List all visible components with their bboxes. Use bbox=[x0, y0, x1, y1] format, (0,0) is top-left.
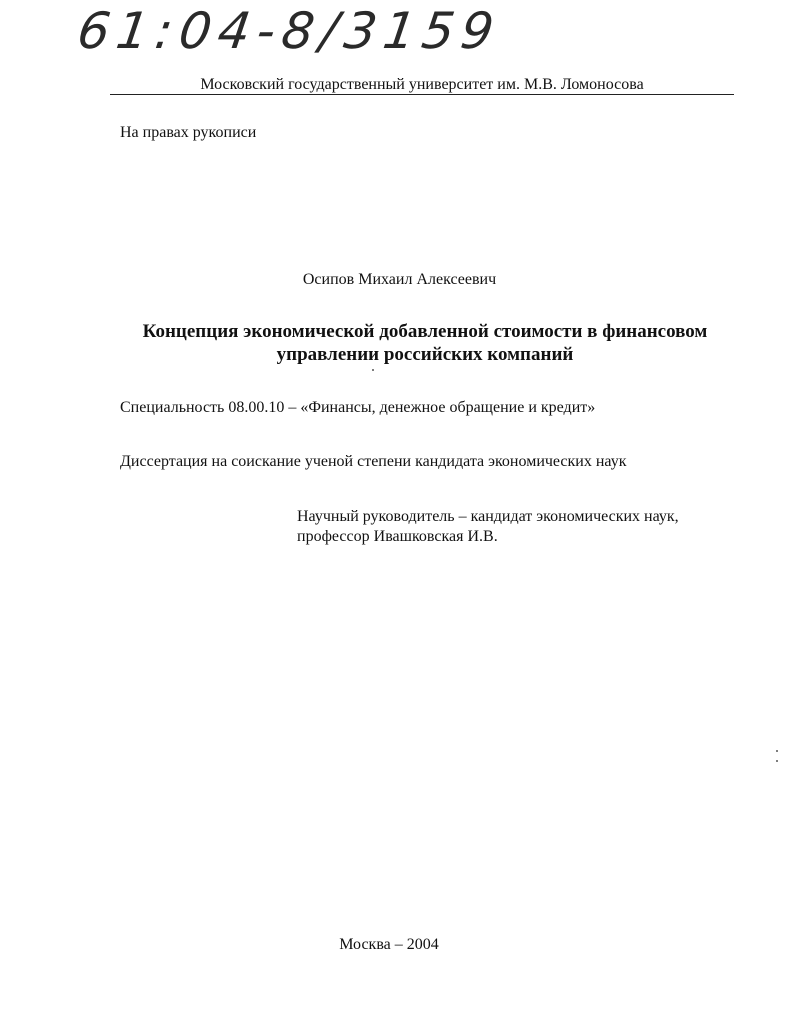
thesis-title bbox=[100, 320, 750, 366]
handwritten-archive-number: 61:04-8/3159 bbox=[73, 2, 505, 60]
thesis-title-line-2: управлении российских компаний bbox=[276, 344, 574, 365]
supervisor-line-2: профессор Ивашковская И.В. bbox=[297, 528, 498, 545]
supervisor-block bbox=[297, 507, 679, 547]
supervisor-line-1: Научный руководитель – кандидат экономических наук, bbox=[297, 508, 679, 525]
scan-speck bbox=[776, 760, 778, 762]
scan-speck bbox=[776, 750, 778, 752]
manuscript-note: На правах рукописи bbox=[120, 124, 257, 141]
author-name: Осипов Михаил Алексеевич bbox=[302, 271, 497, 288]
dissertation-line: Диссертация на соискание ученой степени кандидата экономических наук bbox=[120, 453, 627, 470]
scan-speck bbox=[372, 369, 374, 371]
city-year: Москва – 2004 bbox=[339, 936, 439, 953]
thesis-title-line-1: Концепция экономической добавленной стоимости в финансовом bbox=[142, 321, 708, 342]
university-header: Московский государственный университет им. М.В. Ломоносова bbox=[110, 76, 734, 95]
specialty-line: Специальность 08.00.10 – «Финансы, денежное обращение и кредит» bbox=[120, 399, 596, 416]
